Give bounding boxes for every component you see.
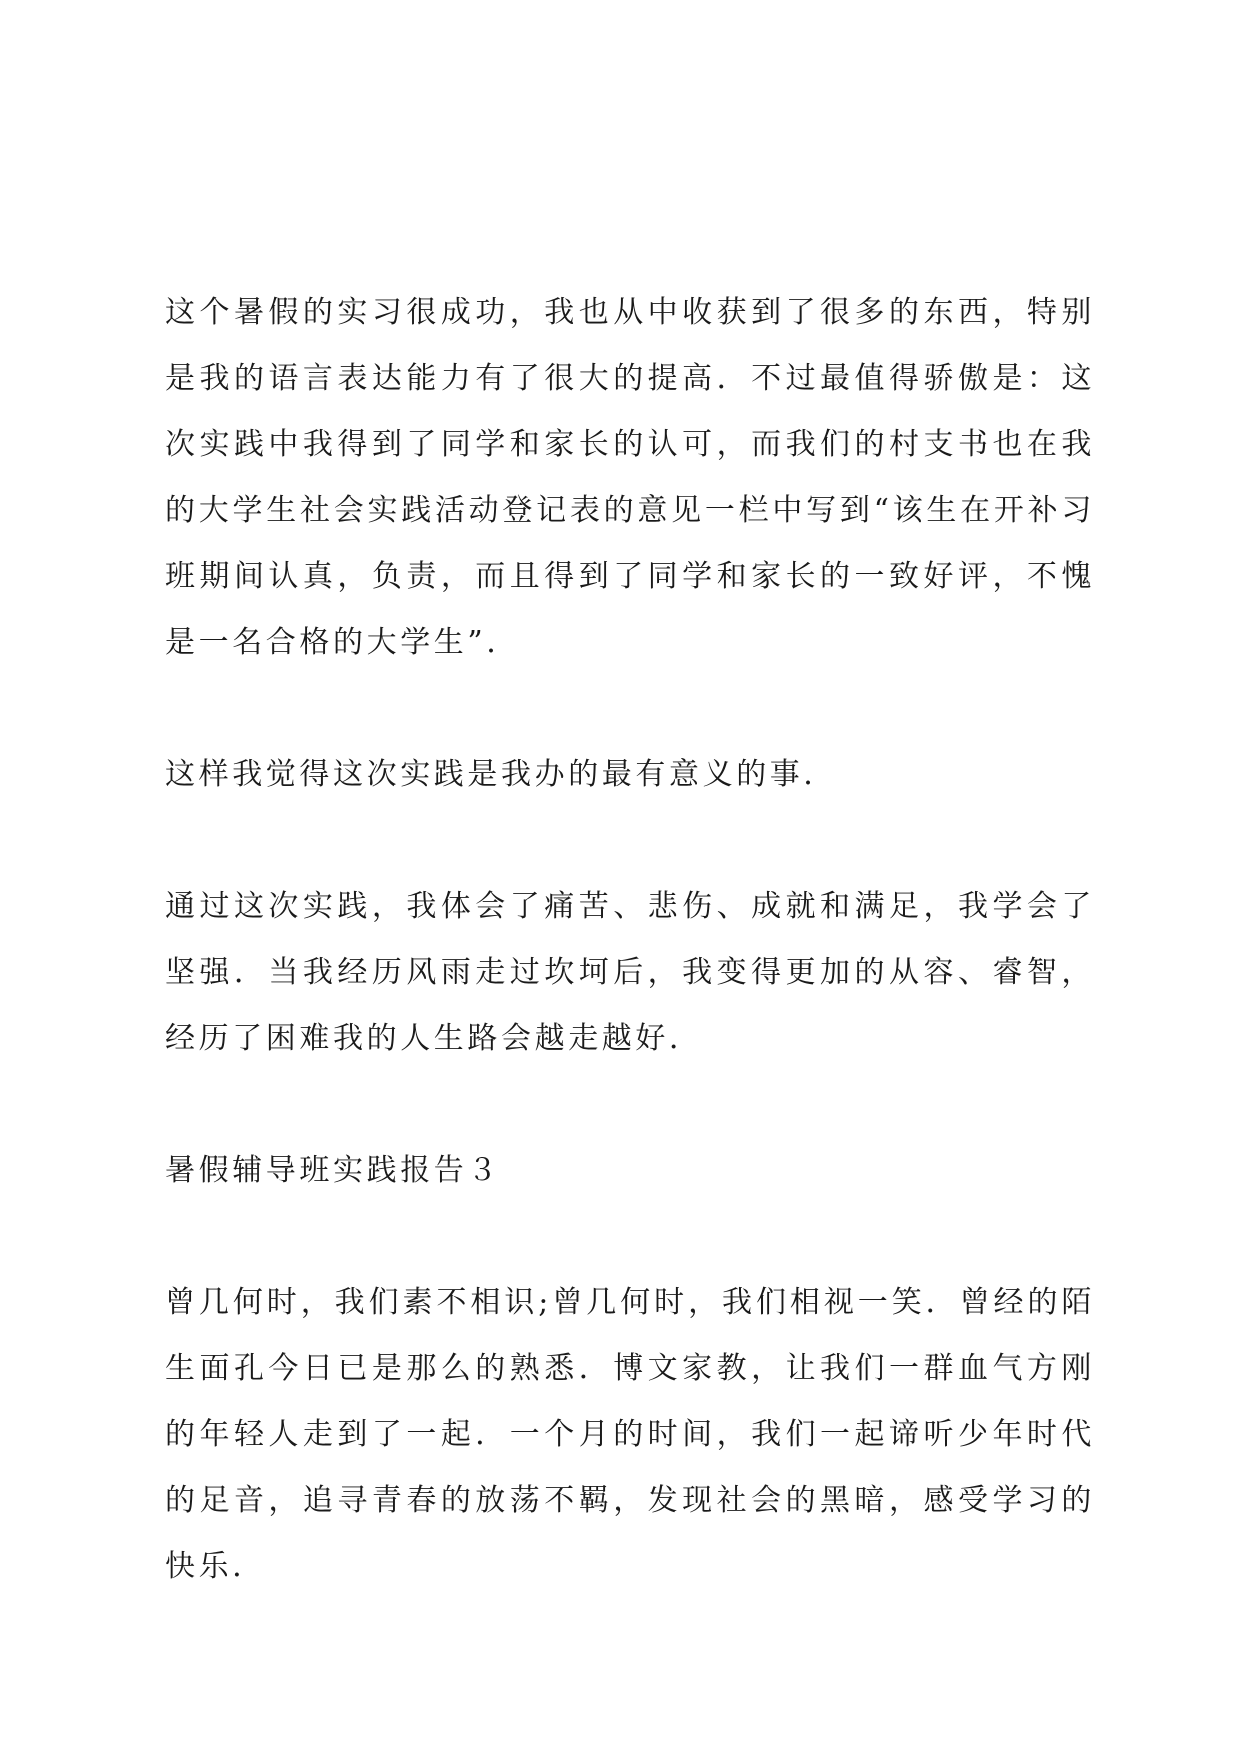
paragraph-lessons-learned: 通过这次实践，我体会了痛苦、悲伤、成就和满足，我学会了坚强．当我经历风雨走过坎坷后，我变得更加的从容、睿智，经历了困难我的人生路会越走越好． [165,889,1095,1056]
paragraph-internship-summary: 这个暑假的实习很成功，我也从中收获到了很多的东西，特别是我的语言表达能力有了很大的提高．不过最值得骄傲是：这次实践中我得到了同学和家长的认可，而我们的村支书也在我的大学生社会实践活动登记表的意见一栏中写到“该生在开补习班期间认真，负责，而且得到了同学和家长的一致好评，不愧是一名合格的大学生”． [165,295,1095,660]
document-page [165,280,1095,1600]
paragraph-gap [165,1204,1095,1270]
paragraph-gap [165,808,1095,874]
section-heading: 暑假辅导班实践报告３ [165,1153,501,1188]
paragraph-gap [165,676,1095,742]
paragraph-meaningful-thing: 这样我觉得这次实践是我办的最有意义的事． [165,757,837,792]
paragraph-gap [165,1072,1095,1138]
paragraph-report-intro: 曾几何时，我们素不相识;曾几何时，我们相视一笑．曾经的陌生面孔今日已是那么的熟悉．博文家教，让我们一群血气方刚的年轻人走到了一起．一个月的时间，我们一起谛听少年时代的足音，追寻青春的放荡不羁，发现社会的黑暗，感受学习的快乐． [165,1285,1095,1584]
